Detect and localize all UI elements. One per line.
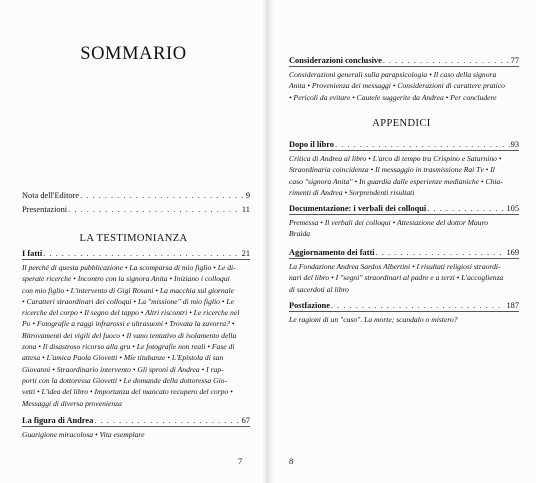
toc-entry-title: Postfazione bbox=[289, 301, 330, 310]
leader-dots bbox=[335, 140, 510, 149]
page-number: 7 bbox=[238, 456, 243, 466]
toc-entry-title: Presentazioni bbox=[22, 205, 68, 214]
toc-entry-title: I fatti bbox=[22, 249, 43, 258]
leader-dots bbox=[376, 248, 506, 257]
description-line: Straordinaria coincidenza • Il messaggio in trasmissione Rai Tv • Il bbox=[289, 165, 495, 175]
toc-entry-dopo-il-libro[interactable] bbox=[289, 140, 519, 198]
section-title: LA TESTIMONIANZA bbox=[79, 233, 188, 244]
leader-dots bbox=[331, 301, 506, 310]
leader-dots bbox=[427, 204, 505, 213]
description-line: Considerazioni generali sulla parapsicologia • Il caso della signora bbox=[289, 70, 497, 79]
divider bbox=[22, 426, 250, 427]
description-line: Po • Fotografie a raggi infrarossi e ultrasuoni • Trovata la zavorra? • bbox=[22, 319, 235, 329]
description-line: Messaggi di diversa provenienza bbox=[22, 398, 122, 408]
divider bbox=[289, 214, 519, 215]
page-title: SOMMARIO bbox=[80, 44, 187, 64]
toc-entry-page: 9 bbox=[245, 191, 250, 200]
leader-dots bbox=[43, 249, 240, 258]
toc-entry-presentazioni[interactable] bbox=[22, 205, 250, 214]
toc-entry-title: Nota dell'Editore bbox=[22, 191, 80, 200]
leader-dots bbox=[68, 205, 241, 214]
toc-entry-considerazioni[interactable] bbox=[289, 56, 519, 103]
toc-entry-description bbox=[22, 429, 250, 440]
toc-entry-documentazione[interactable] bbox=[289, 204, 519, 240]
section-title: APPENDICI bbox=[372, 118, 431, 129]
right-page bbox=[267, 0, 536, 483]
divider bbox=[289, 258, 519, 259]
toc-entry-description bbox=[289, 217, 519, 240]
description-line: Anita • Provenienza dei messaggi • Considerazioni di carattere pratico bbox=[289, 81, 505, 91]
toc-entry-description bbox=[289, 314, 519, 325]
description-line: con mio figlio • L'intervento di Gigi Rosani • La macchia sul giornale bbox=[22, 285, 234, 295]
toc-entry-title: Documentazione: i verbali dei colloqui bbox=[289, 204, 427, 213]
left-page bbox=[0, 0, 267, 483]
toc-entry-page: 11 bbox=[241, 205, 250, 214]
toc-entry-title: Dopo il libro bbox=[289, 140, 334, 149]
toc-entry-page: 67 bbox=[241, 416, 250, 425]
description-line: Giovanni • Straordinario intervento • Gli sproni di Andrea • I rap- bbox=[22, 364, 224, 374]
description-line: La Fondazione Andrea Sardos Albertini • I risultati religiosi straordi- bbox=[289, 262, 501, 271]
toc-entry-page: 93 bbox=[510, 140, 519, 149]
description-line: zona • Il disastroso ricorso alla gru • Le fotografie non reali • Fase di bbox=[22, 342, 235, 352]
description-line: attesa • L'amica Paola Giovetti • Mie titubanze • L'Epistola di san bbox=[22, 353, 224, 363]
description-line: sperate ricerche • Incontro con la signora Anita • Iniziano i colloqui bbox=[22, 274, 230, 284]
description-line: Le ragioni di un "caso". La morte; scandalo o mistero? bbox=[289, 315, 458, 324]
toc-entry-i-fatti[interactable] bbox=[22, 249, 250, 409]
toc-entry-page: 21 bbox=[241, 249, 250, 258]
toc-entry-page: 169 bbox=[506, 248, 519, 257]
description-line: vetti • L'idea del libro • Importanza del mancato recupero del corpo • bbox=[22, 387, 233, 397]
leader-dots bbox=[80, 191, 245, 200]
toc-entry-page: 187 bbox=[506, 301, 519, 310]
page-number: 8 bbox=[289, 456, 294, 466]
description-line: Il perché di questa pubblicazione • La scomparsa di mio figlio • Le di- bbox=[22, 263, 236, 272]
toc-entry-title: La figura di Andrea bbox=[22, 416, 94, 425]
description-line: rimenti di Andrea • Sorprendenti risultati bbox=[289, 187, 415, 197]
toc-entry-figura-andrea[interactable] bbox=[22, 416, 250, 440]
description-line: Critica di Andrea al libro • L'arco di tempo tra Crispino e Saturnino • bbox=[289, 154, 502, 163]
description-line: Ritrovamenti dei vigili del fuoco • Il vano tentativo di isolamento della bbox=[22, 330, 237, 340]
toc-entry-description bbox=[289, 153, 519, 198]
description-line: Braida bbox=[289, 229, 311, 239]
toc-entry-aggiornamento[interactable] bbox=[289, 248, 519, 295]
toc-entry-title: Aggiornamento dei fatti bbox=[289, 248, 375, 257]
divider bbox=[289, 311, 519, 312]
description-line: nari del libro • I "segni" straordinari al padre e a terzi • L'accoglienza bbox=[289, 273, 504, 283]
description-line: porti con la dottoressa Giovetti • Le domande della dottoressa Gio- bbox=[22, 375, 228, 385]
toc-entry-description bbox=[289, 261, 519, 295]
description-line: Premessa • Il verbali dei colloqui • Attestazione del dottor Mauro bbox=[289, 218, 489, 227]
leader-dots bbox=[94, 416, 240, 425]
toc-entry-description bbox=[289, 69, 519, 103]
toc-entry-title: Considerazioni conclusive bbox=[289, 56, 382, 65]
description-line: caso "signora Anita" • In guardia dalle esperienze medianiche • Chia- bbox=[289, 176, 503, 186]
description-line: • Caratteri straordinari dei colloqui • La "missione" di mio figlio • Le bbox=[22, 296, 234, 306]
leader-dots bbox=[383, 56, 510, 65]
toc-entry-postfazione[interactable] bbox=[289, 301, 519, 325]
toc-entry-nota[interactable] bbox=[22, 191, 250, 200]
toc-entry-description bbox=[22, 262, 250, 409]
toc-entry-page: 77 bbox=[510, 56, 519, 65]
description-line: di sacerdoti al libro bbox=[289, 284, 349, 294]
description-line: Guarigione miracolosa • Vita esemplare bbox=[22, 430, 145, 439]
description-line: • Pericoli da evitare • Cautele suggerite da Andrea • Per concludere bbox=[289, 92, 497, 102]
divider bbox=[289, 150, 519, 151]
divider bbox=[22, 259, 250, 260]
description-line: ricerche del corpo • Il segno del tappo • Altri riscontri • Le ricerche nel bbox=[22, 308, 240, 318]
divider bbox=[289, 66, 519, 67]
toc-entry-page: 105 bbox=[506, 204, 519, 213]
book-gutter bbox=[262, 0, 274, 483]
